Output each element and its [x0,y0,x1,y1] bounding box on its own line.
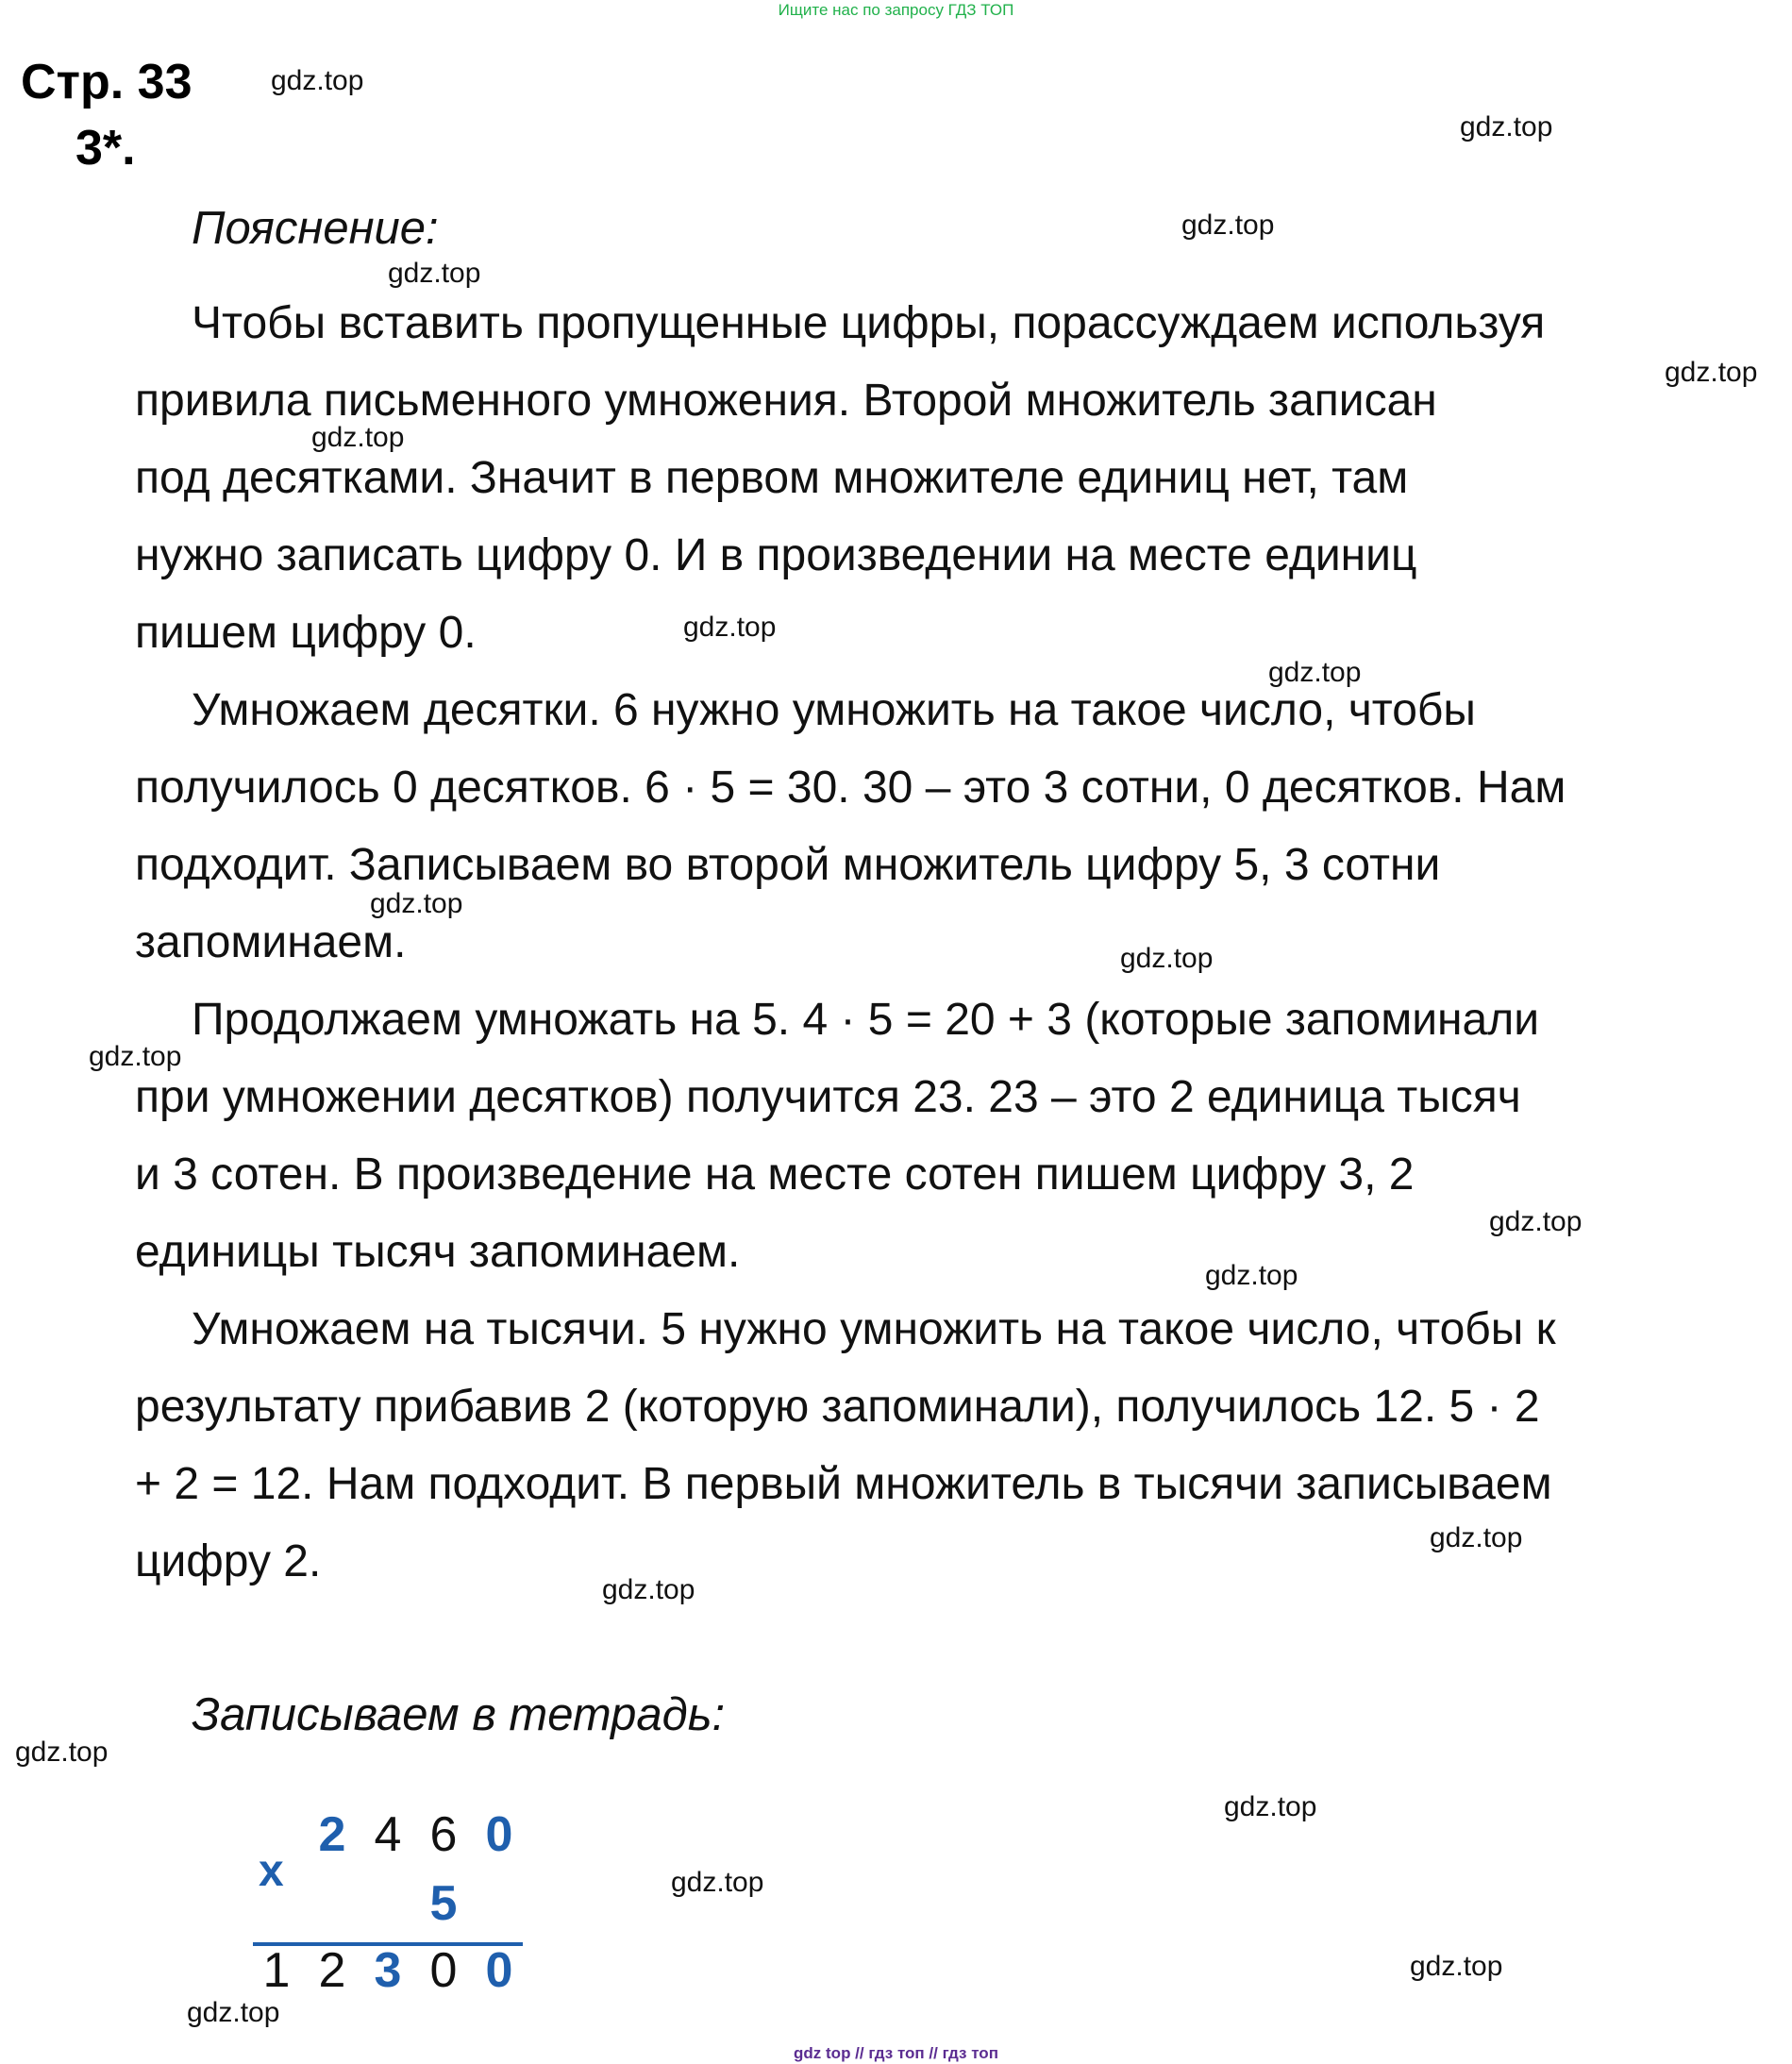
product-digit: 0 [485,1943,513,1998]
watermark: gdz.top [1268,657,1362,688]
multiply-sign: x [259,1846,284,1896]
watermark: gdz.top [1460,111,1553,143]
multiplicand-digit: 6 [429,1807,458,1862]
multiplicand-digit: 0 [485,1807,513,1862]
explanation-line: единицы тысяч запоминаем. [135,1227,741,1277]
watermark: gdz.top [388,258,481,289]
watermark: gdz.top [1120,943,1214,974]
task-number: 3*. [75,121,136,176]
watermark: gdz.top [311,422,405,453]
bottom-footer: gdz top // гдз топ // гдз топ [794,2044,998,2062]
explanation-line: привила письменного умножения. Второй множитель записан [135,376,1437,426]
watermark: gdz.top [1665,357,1758,388]
watermark: gdz.top [683,612,777,643]
explanation-line: Умножаем на тысячи. 5 нужно умножить на такое число, чтобы к [192,1304,1556,1354]
explanation-line: подходит. Записываем во второй множитель цифру 5, 3 сотни [135,840,1441,890]
explanation-line: нужно записать цифру 0. И в произведении на месте единиц [135,530,1417,580]
watermark: gdz.top [1224,1791,1317,1822]
explanation-line: запоминаем. [135,917,407,967]
notebook-title: Записываем в тетрадь: [192,1689,726,1740]
multiplicand-digit: 2 [318,1807,346,1862]
explanation-line: Умножаем десятки. 6 нужно умножить на такое число, чтобы [192,685,1476,735]
watermark: gdz.top [271,65,364,96]
explanation-line: + 2 = 12. Нам подходит. В первый множитель в тысячи записываем [135,1459,1552,1509]
top-banner: Ищите нас по запросу ГДЗ ТОП [778,1,1014,19]
watermark: gdz.top [1430,1522,1523,1553]
product-digit: 3 [374,1943,402,1998]
multiplier-digit: 5 [429,1876,458,1931]
page-heading: Стр. 33 [21,55,193,109]
watermark: gdz.top [1181,210,1275,241]
watermark: gdz.top [671,1867,764,1898]
explanation-line: Продолжаем умножать на 5. 4 · 5 = 20 + 3 (которые запоминали [192,995,1540,1045]
watermark: gdz.top [1489,1206,1583,1237]
watermark: gdz.top [1410,1951,1503,1982]
explanation-line: пишем цифру 0. [135,608,477,658]
watermark: gdz.top [89,1041,182,1072]
watermark: gdz.top [602,1574,695,1605]
product-digit: 2 [318,1943,346,1998]
product-digit: 0 [429,1943,458,1998]
explanation-line: при умножении десятков) получится 23. 23 – это 2 единица тысяч [135,1072,1521,1122]
explanation-line: под десятками. Значит в первом множителе единиц нет, там [135,453,1409,503]
watermark: gdz.top [15,1737,109,1768]
explanation-title: Пояснение: [192,203,439,254]
watermark: gdz.top [1205,1260,1298,1291]
explanation-line: Чтобы вставить пропущенные цифры, порассуждаем используя [192,298,1546,348]
explanation-line: и 3 сотен. В произведение на месте сотен пишем цифру 3, 2 [135,1149,1415,1200]
explanation-line: получилось 0 десятков. 6 · 5 = 30. 30 – это 3 сотни, 0 десятков. Нам [135,763,1566,813]
multiplicand-digit: 4 [374,1807,402,1862]
product-digit: 1 [262,1943,291,1998]
explanation-line: результату прибавив 2 (которую запоминали), получилось 12. 5 · 2 [135,1382,1540,1432]
watermark: gdz.top [370,888,463,919]
watermark: gdz.top [187,1997,280,2028]
explanation-line: цифру 2. [135,1536,322,1586]
